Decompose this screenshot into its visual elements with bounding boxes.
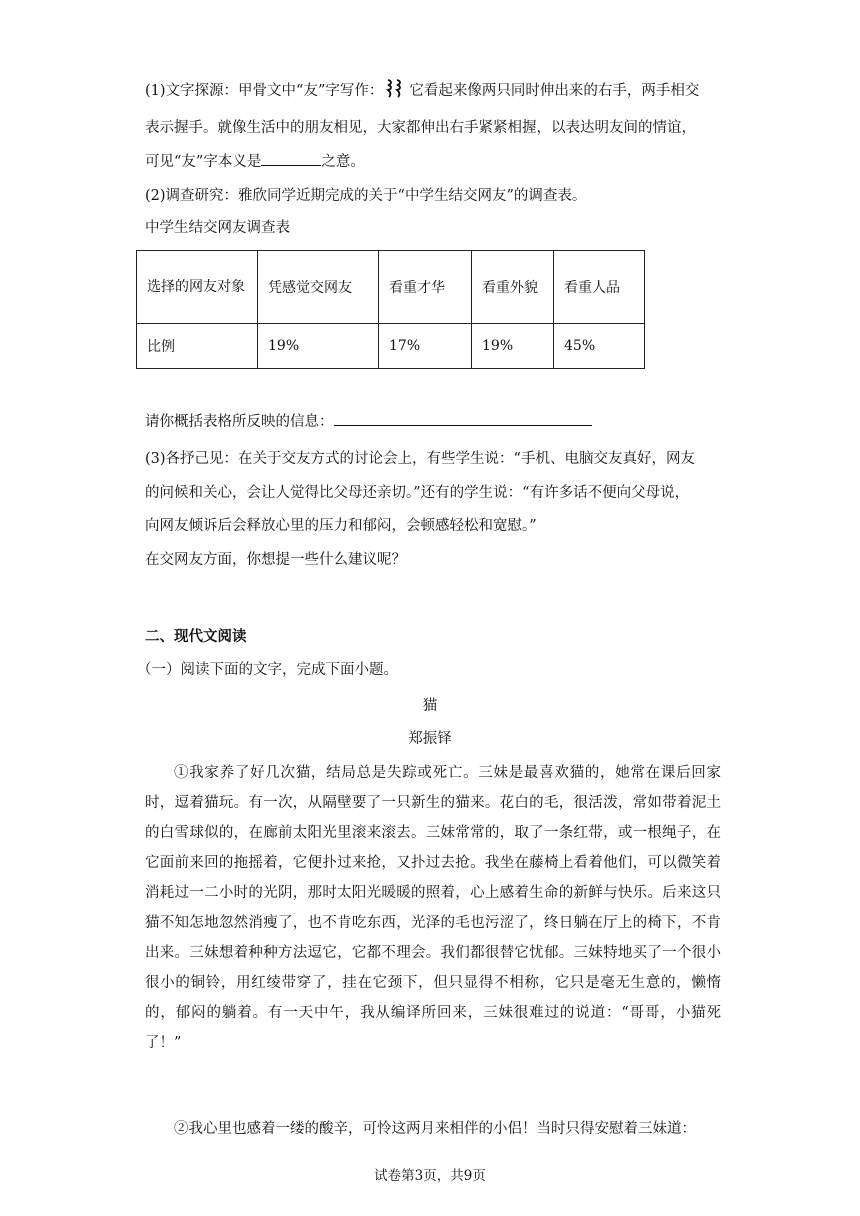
table-row [137, 324, 645, 369]
table-header-cell: 凭感觉交网友 [258, 251, 379, 324]
q1-text-b: 它看起来像两只同时伸出来的右手，两手相交 [409, 83, 700, 99]
q1-text-d: 之意。 [321, 154, 365, 170]
q3-line2: 的问候和关心，会让人觉得比父母还亲切。”还有的学生说：“有许多话不便向父母说， [145, 485, 690, 501]
q3-line3: 向网友倾诉后会释放心里的压力和郁闷，会顿感轻松和宽慰。” [145, 518, 537, 534]
q1-line1 [145, 78, 699, 104]
section-heading: 二、现代文阅读 [145, 628, 247, 645]
article-paragraph-1: ①我家养了好几次猫，结局总是失踪或死亡。三妹是最喜欢猫的，她常在课后回家时，逗着猫玩。有一次，从隔壁要了一只新生的猫来。花白的毛，很活泼，常如带着泥土的白雪球似的，在廊前太阳光里滚来滚去。三妹常常的，取了一条红带，或一根绳子，在它面前来回的拖摇着，它便扑过来抢，又扑过去抢。我坐在藤椅上看着他们，可以微笑着消耗过一二小时的光阴，那时太阳光暖暖的照着，心上感着生命的新鲜与快乐。后来这只猫不知怎地忽然消瘦了，也不肯吃东西，光泽的毛也污涩了，终日躺在厅上的椅下，不肯出来。三妹想着种种方法逗它，它都不理会。我们都很替它忧郁。三妹特地买了一个很小很小的铜铃，用红绫带穿了，挂在它颈下，但只显得不相称，它只是毫无生意的，懒惰的，郁闷的躺着。有一天中午，我从编译所回来，三妹很难过的说道：“哥哥，小猫死了！” [145, 765, 721, 1051]
table-row [137, 251, 645, 324]
table-cell: 45% [554, 324, 645, 369]
table-header-cell: 看重才华 [379, 251, 472, 324]
table-cell: 17% [379, 324, 472, 369]
table-cell: 19% [258, 324, 379, 369]
oracle-bone-you-glyph [385, 78, 407, 104]
q1-line3 [145, 152, 365, 172]
table-cell: 比例 [137, 324, 258, 369]
page-footer: 试卷第3页，共9页 [374, 1168, 486, 1184]
table-header-cell: 看重人品 [554, 251, 645, 324]
q2-prompt-text: 请你概括表格所反映的信息： [145, 414, 334, 430]
q3-line1: (3)各抒己见：在关于交友方式的讨论会上，有些学生说：“手机、电脑交友真好，网友 [145, 451, 695, 467]
section-sub: （一）阅读下面的文字，完成下面小题。 [137, 662, 398, 678]
article-title: 猫 [422, 698, 438, 714]
q3-line4: 在交网友方面，你想提一些什么建议呢？ [145, 552, 406, 568]
article-paragraph-2: ②我心里也感着一缕的酸辛，可怜这两月来相伴的小侣！当时只得安慰着三妹道： [174, 1121, 696, 1137]
survey-table [136, 250, 645, 369]
table-cell: 19% [472, 324, 554, 369]
q2-prompt [145, 412, 592, 432]
q2-intro: (2)调查研究：雅欣同学近期完成的关于“中学生结交网友”的调查表。 [145, 188, 587, 204]
table-title: 中学生结交网友调查表 [145, 220, 290, 236]
answer-blank[interactable] [261, 165, 321, 166]
article-author: 郑振铎 [408, 731, 452, 747]
table-header-cell: 看重外貌 [472, 251, 554, 324]
q1-line2: 表示握手。就像生活中的朋友相见，大家都伸出右手紧紧相握，以表达明友间的情谊， [145, 120, 696, 136]
answer-blank[interactable] [334, 425, 592, 426]
q1-text-a: (1)文字探源：甲骨文中“友”字写作： [145, 83, 384, 99]
table-header-cell: 选择的网友对象 [137, 251, 258, 324]
q1-text-c: 可见“友”字本义是 [145, 154, 262, 170]
